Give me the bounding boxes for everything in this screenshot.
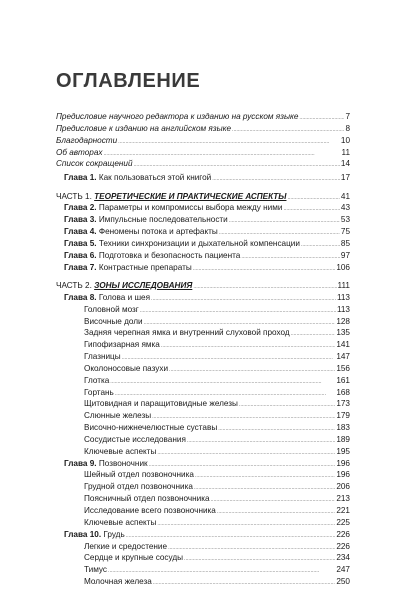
- toc-section[interactable]: Тимус . . . 247: [56, 564, 350, 576]
- table-of-contents: [56, 111, 350, 588]
- chapter-9-sections: [56, 469, 350, 528]
- toc-section[interactable]: Щитовидная и паращитовидные железы . . . 173: [56, 398, 350, 410]
- toc-chapter[interactable]: Глава 8. Голова и шея . . . 113: [56, 292, 350, 304]
- toc-section[interactable]: Глотка . . . 161: [56, 375, 350, 387]
- toc-chapter[interactable]: Глава 10. Грудь . . . 226: [56, 529, 350, 541]
- toc-chapter[interactable]: Глава 3. Импульсные последовательности . . . 53: [56, 214, 350, 226]
- toc-section[interactable]: Легкие и средостение . . . 226: [56, 541, 350, 553]
- toc-section[interactable]: Шейный отдел позвоночника . . . 196: [56, 469, 350, 481]
- chapter-8-sections: [56, 304, 350, 458]
- toc-chapter[interactable]: Глава 4. Феномены потока и артефакты . . . 75: [56, 226, 350, 238]
- toc-front-entry[interactable]: Благодарности . . . 10: [56, 135, 350, 147]
- toc-section[interactable]: Ключевые аспекты . . . 195: [56, 446, 350, 458]
- toc-part-2[interactable]: ЧАСТЬ 2. ЗОНЫ ИССЛЕДОВАНИЯ . . . 111: [56, 280, 350, 292]
- toc-front-entry[interactable]: Предисловие к изданию на английском языке . . . 8: [56, 123, 350, 135]
- toc-chapter[interactable]: Глава 7. Контрастные препараты . . . 106: [56, 262, 350, 274]
- toc-chapter[interactable]: Глава 5. Техники синхронизации и дыхательной компенсации . . . 85: [56, 238, 350, 250]
- toc-section[interactable]: Исследование всего позвоночника . . . 221: [56, 505, 350, 517]
- toc-section[interactable]: Гипофизарная ямка . . . 141: [56, 339, 350, 351]
- chapter-10-sections: [56, 541, 350, 588]
- toc-section[interactable]: Сосудистые исследования . . . 189: [56, 434, 350, 446]
- toc-part-1[interactable]: ЧАСТЬ 1. ТЕОРЕТИЧЕСКИЕ И ПРАКТИЧЕСКИЕ АСПЕКТЫ . . . 41: [56, 191, 350, 203]
- toc-section[interactable]: Грудной отдел позвоночника . . . 206: [56, 481, 350, 493]
- toc-front-entry[interactable]: Предисловие научного редактора к изданию на русском языке . . . 7: [56, 111, 350, 123]
- toc-section[interactable]: Височные доли . . . 128: [56, 316, 350, 328]
- toc-chapter[interactable]: Глава 2. Параметры и компромиссы выбора между ними . . . 43: [56, 202, 350, 214]
- toc-section[interactable]: Сердце и крупные сосуды . . . 234: [56, 552, 350, 564]
- front-matter: [56, 111, 350, 170]
- toc-section[interactable]: Ключевые аспекты . . . 225: [56, 517, 350, 529]
- toc-front-entry[interactable]: Список сокращений . . . 14: [56, 158, 350, 170]
- toc-section[interactable]: Поясничный отдел позвоночника . . . 213: [56, 493, 350, 505]
- toc-section[interactable]: Молочная железа . . . 250: [56, 576, 350, 588]
- toc-section[interactable]: Головной мозг . . . 113: [56, 304, 350, 316]
- toc-chapter[interactable]: Глава 1. Как пользоваться этой книгой . . . 17: [56, 172, 350, 184]
- toc-section[interactable]: Задняя черепная ямка и внутренний слуховой проход . . . 135: [56, 327, 350, 339]
- toc-chapter[interactable]: Глава 6. Подготовка и безопасность пациента . . . 97: [56, 250, 350, 262]
- page-title: ОГЛАВЛЕНИЕ: [56, 70, 201, 92]
- part-1-chapters: [56, 202, 350, 273]
- toc-section[interactable]: Глазницы . . . 147: [56, 351, 350, 363]
- toc-chapter[interactable]: Глава 9. Позвоночник . . . 196: [56, 458, 350, 470]
- toc-section[interactable]: Околоносовые пазухи . . . 156: [56, 363, 350, 375]
- toc-section[interactable]: Гортань . . . 168: [56, 387, 350, 399]
- toc-section[interactable]: Височно-нижнечелюстные суставы . . . 183: [56, 422, 350, 434]
- toc-section[interactable]: Слюнные железы . . . 179: [56, 410, 350, 422]
- toc-front-entry[interactable]: Об авторах . . . 11: [56, 147, 350, 159]
